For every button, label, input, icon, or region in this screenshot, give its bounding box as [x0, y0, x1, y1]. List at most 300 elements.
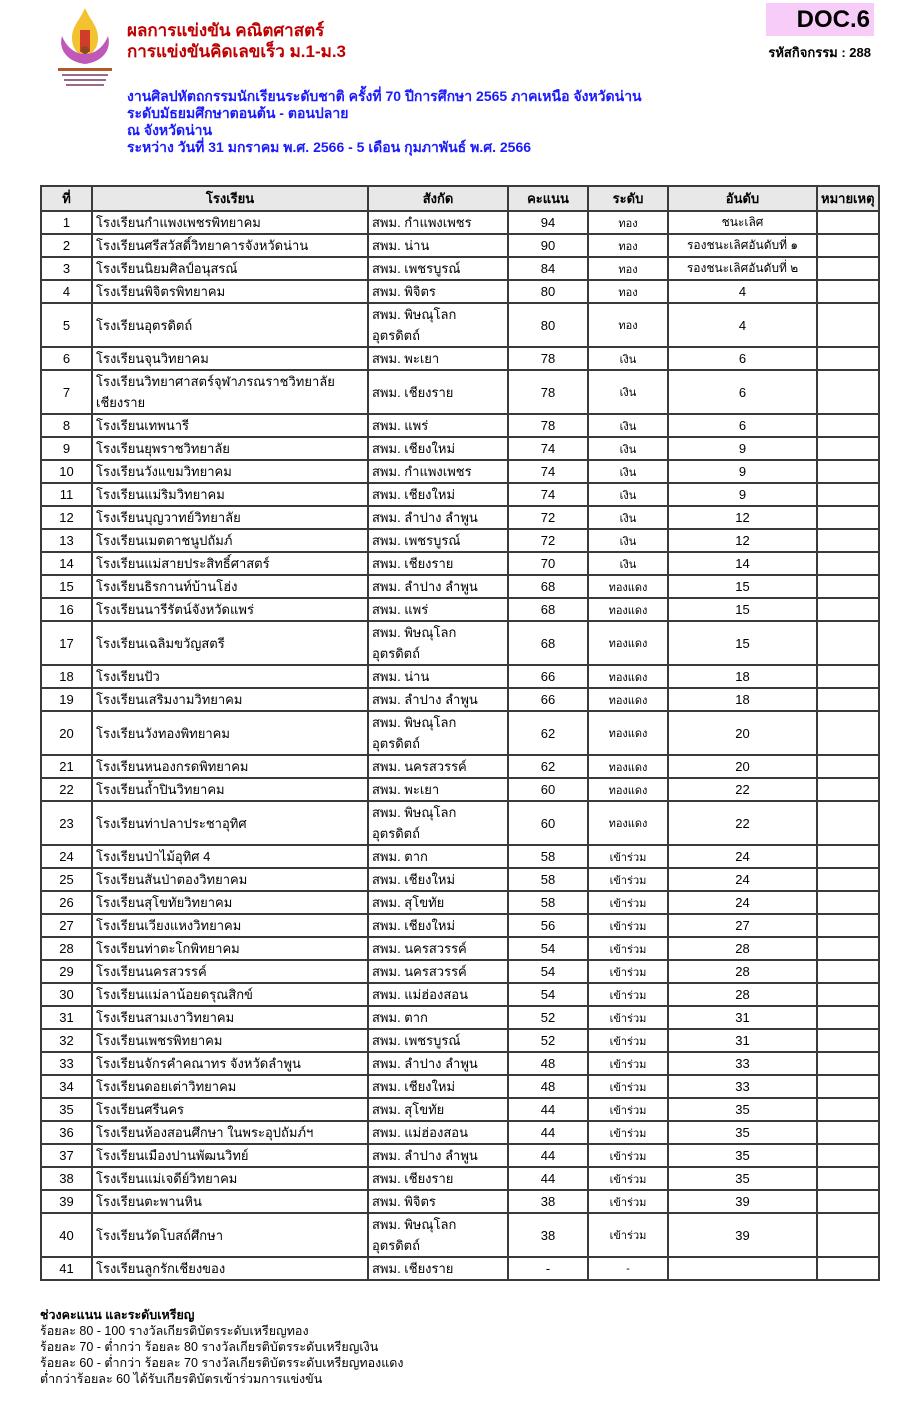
cell-school: โรงเรียนท่าตะโกพิทยาคม	[92, 937, 368, 960]
cell-rank: 22	[668, 778, 817, 801]
cell-score: 68	[508, 575, 588, 598]
table-row	[41, 347, 879, 370]
cell-level: ทอง	[588, 303, 668, 347]
cell-level: ทองแดง	[588, 755, 668, 778]
cell-no: 14	[41, 552, 92, 575]
table-row	[41, 234, 879, 257]
col-header-no: ที่	[41, 186, 92, 211]
cell-rank: 28	[668, 983, 817, 1006]
legend-heading: ช่วงคะแนน และระดับเหรียญ	[40, 1308, 195, 1322]
table-row	[41, 778, 879, 801]
cell-remark	[817, 460, 879, 483]
cell-rank: 6	[668, 414, 817, 437]
cell-rank: 4	[668, 280, 817, 303]
cell-school: โรงเรียนวัดโบสถ์ศึกษา	[92, 1213, 368, 1257]
cell-level: เข้าร่วม	[588, 1052, 668, 1075]
cell-score: -	[508, 1257, 588, 1280]
cell-affiliation: สพม. เชียงใหม่	[368, 914, 508, 937]
cell-no: 22	[41, 778, 92, 801]
legend-line: ต่ำกว่าร้อยละ 60 ได้รับเกียรติบัตรเข้าร่วมการแข่งขัน	[40, 1372, 323, 1386]
cell-score: 68	[508, 598, 588, 621]
cell-school: โรงเรียนเสริมงามวิทยาคม	[92, 688, 368, 711]
cell-school: โรงเรียนหนองกรดพิทยาคม	[92, 755, 368, 778]
cell-score: 72	[508, 529, 588, 552]
cell-score: 90	[508, 234, 588, 257]
activity-code: รหัสกิจกรรม : 288	[768, 45, 871, 60]
cell-affiliation: สพม. ลำปาง ลำพูน	[368, 506, 508, 529]
cell-affiliation: สพม. เชียงใหม่	[368, 868, 508, 891]
cell-score: 74	[508, 483, 588, 506]
cell-level: ทองแดง	[588, 665, 668, 688]
cell-school: โรงเรียนแม่เจดีย์วิทยาคม	[92, 1167, 368, 1190]
cell-score: 58	[508, 868, 588, 891]
cell-level: ทองแดง	[588, 688, 668, 711]
cell-affiliation: สพม. ตาก	[368, 1006, 508, 1029]
cell-remark	[817, 1075, 879, 1098]
cell-affiliation: สพม. แพร่	[368, 414, 508, 437]
cell-no: 18	[41, 665, 92, 688]
cell-score: 60	[508, 778, 588, 801]
cell-no: 16	[41, 598, 92, 621]
table-row	[41, 483, 879, 506]
cell-affiliation: สพม. สุโขทัย	[368, 1098, 508, 1121]
cell-affiliation: สพม. ลำปาง ลำพูน	[368, 1144, 508, 1167]
cell-rank: 33	[668, 1075, 817, 1098]
cell-score: 68	[508, 621, 588, 665]
cell-rank: 35	[668, 1098, 817, 1121]
legend-line: ร้อยละ 80 - 100 รางวัลเกียรติบัตรระดับเหรียญทอง	[40, 1324, 309, 1338]
event-line: งานศิลปหัตถกรรมนักเรียนระดับชาติ ครั้งที่ 70 ปีการศึกษา 2565 ภาคเหนือ จังหวัดน่าน	[127, 88, 642, 104]
cell-remark	[817, 1098, 879, 1121]
cell-no: 25	[41, 868, 92, 891]
cell-no: 31	[41, 1006, 92, 1029]
table-row	[41, 1006, 879, 1029]
cell-no: 11	[41, 483, 92, 506]
cell-remark	[817, 1144, 879, 1167]
cell-affiliation: สพม. เชียงราย	[368, 552, 508, 575]
cell-rank: 35	[668, 1144, 817, 1167]
cell-rank: 28	[668, 960, 817, 983]
cell-affiliation: สพม. เชียงราย	[368, 370, 508, 414]
cell-level: เข้าร่วม	[588, 960, 668, 983]
table-row	[41, 755, 879, 778]
cell-affiliation: สพม. เชียงใหม่	[368, 1075, 508, 1098]
cell-school: โรงเรียนแม่ริมวิทยาคม	[92, 483, 368, 506]
results-table	[40, 185, 880, 1281]
cell-rank: 35	[668, 1121, 817, 1144]
table-row	[41, 868, 879, 891]
cell-level: ทองแดง	[588, 598, 668, 621]
cell-level: เข้าร่วม	[588, 1167, 668, 1190]
cell-remark	[817, 868, 879, 891]
cell-affiliation: สพม. เพชรบูรณ์	[368, 1029, 508, 1052]
cell-no: 39	[41, 1190, 92, 1213]
cell-school: โรงเรียนยุพราชวิทยาลัย	[92, 437, 368, 460]
cell-school: โรงเรียนพิจิตรพิทยาคม	[92, 280, 368, 303]
table-row	[41, 1098, 879, 1121]
cell-score: 78	[508, 370, 588, 414]
medal-legend	[40, 1307, 403, 1387]
cell-affiliation: สพม. ลำปาง ลำพูน	[368, 575, 508, 598]
cell-score: 44	[508, 1167, 588, 1190]
cell-rank: 15	[668, 575, 817, 598]
cell-rank: 39	[668, 1190, 817, 1213]
cell-no: 9	[41, 437, 92, 460]
table-row	[41, 280, 879, 303]
cell-no: 1	[41, 211, 92, 234]
cell-score: 58	[508, 845, 588, 868]
cell-school: โรงเรียนนิยมศิลป์อนุสรณ์	[92, 257, 368, 280]
cell-school: โรงเรียนศรีนคร	[92, 1098, 368, 1121]
cell-remark	[817, 437, 879, 460]
col-header-affiliation: สังกัด	[368, 186, 508, 211]
cell-rank: 6	[668, 370, 817, 414]
cell-score: 70	[508, 552, 588, 575]
cell-school: โรงเรียนป่าไม้อุทิศ 4	[92, 845, 368, 868]
cell-no: 24	[41, 845, 92, 868]
cell-remark	[817, 347, 879, 370]
cell-affiliation: สพม. ตาก	[368, 845, 508, 868]
cell-level: เงิน	[588, 506, 668, 529]
cell-score: 62	[508, 755, 588, 778]
legend-line: ร้อยละ 60 - ต่ำกว่า ร้อยละ 70 รางวัลเกียรติบัตรระดับเหรียญทองแดง	[40, 1356, 404, 1370]
cell-affiliation: สพม. พิษณุโลก อุตรดิตถ์	[368, 711, 508, 755]
cell-no: 10	[41, 460, 92, 483]
cell-rank: 31	[668, 1029, 817, 1052]
cell-score: 56	[508, 914, 588, 937]
cell-remark	[817, 1257, 879, 1280]
cell-affiliation: สพม. เพชรบูรณ์	[368, 257, 508, 280]
cell-rank: 28	[668, 937, 817, 960]
cell-rank: ชนะเลิศ	[668, 211, 817, 234]
cell-rank	[668, 1257, 817, 1280]
cell-affiliation: สพม. นครสวรรค์	[368, 960, 508, 983]
cell-rank: 20	[668, 711, 817, 755]
cell-remark	[817, 598, 879, 621]
cell-score: 44	[508, 1098, 588, 1121]
cell-level: เงิน	[588, 460, 668, 483]
cell-affiliation: สพม. สุโขทัย	[368, 891, 508, 914]
cell-affiliation: สพม. เชียงราย	[368, 1257, 508, 1280]
cell-score: 38	[508, 1190, 588, 1213]
cell-no: 6	[41, 347, 92, 370]
cell-school: โรงเรียนวิทยาศาสตร์จุฬาภรณราชวิทยาลัย เชียงราย	[92, 370, 368, 414]
cell-rank: 9	[668, 437, 817, 460]
cell-no: 30	[41, 983, 92, 1006]
cell-remark	[817, 280, 879, 303]
cell-affiliation: สพม. เพชรบูรณ์	[368, 529, 508, 552]
cell-school: โรงเรียนวังแขมวิทยาคม	[92, 460, 368, 483]
col-header-level: ระดับ	[588, 186, 668, 211]
cell-rank: 15	[668, 621, 817, 665]
cell-level: เงิน	[588, 483, 668, 506]
table-row	[41, 891, 879, 914]
cell-remark	[817, 621, 879, 665]
cell-score: 78	[508, 414, 588, 437]
cell-affiliation: สพม. ลำปาง ลำพูน	[368, 1052, 508, 1075]
cell-no: 12	[41, 506, 92, 529]
cell-school: โรงเรียนนครสวรรค์	[92, 960, 368, 983]
cell-affiliation: สพม. ลำปาง ลำพูน	[368, 688, 508, 711]
cell-remark	[817, 1029, 879, 1052]
cell-score: 58	[508, 891, 588, 914]
cell-affiliation: สพม. พิษณุโลก อุตรดิตถ์	[368, 1213, 508, 1257]
cell-score: 62	[508, 711, 588, 755]
cell-school: โรงเรียนเมืองปานพัฒนวิทย์	[92, 1144, 368, 1167]
cell-rank: 12	[668, 529, 817, 552]
cell-rank: 9	[668, 483, 817, 506]
cell-affiliation: สพม. นครสวรรค์	[368, 937, 508, 960]
cell-rank: รองชนะเลิศอันดับที่ ๑	[668, 234, 817, 257]
cell-no: 15	[41, 575, 92, 598]
cell-remark	[817, 211, 879, 234]
cell-remark	[817, 665, 879, 688]
cell-school: โรงเรียนศรีสวัสดิ์วิทยาคารจังหวัดน่าน	[92, 234, 368, 257]
cell-level: เข้าร่วม	[588, 1213, 668, 1257]
cell-level: เงิน	[588, 529, 668, 552]
cell-school: โรงเรียนสุโขทัยวิทยาคม	[92, 891, 368, 914]
table-header-row	[41, 186, 879, 211]
cell-rank: 33	[668, 1052, 817, 1075]
cell-level: เข้าร่วม	[588, 1144, 668, 1167]
page-title	[127, 20, 346, 62]
cell-level: ทองแดง	[588, 801, 668, 845]
cell-level: เข้าร่วม	[588, 1121, 668, 1144]
col-header-school: โรงเรียน	[92, 186, 368, 211]
table-row	[41, 575, 879, 598]
cell-affiliation: สพม. นครสวรรค์	[368, 755, 508, 778]
cell-school: โรงเรียนแม่ลาน้อยดรุณสิกข์	[92, 983, 368, 1006]
cell-no: 17	[41, 621, 92, 665]
cell-score: 48	[508, 1052, 588, 1075]
col-header-remark: หมายเหตุ	[817, 186, 879, 211]
table-row	[41, 1144, 879, 1167]
cell-remark	[817, 778, 879, 801]
cell-no: 5	[41, 303, 92, 347]
cell-school: โรงเรียนกำแพงเพชรพิทยาคม	[92, 211, 368, 234]
cell-level: ทอง	[588, 211, 668, 234]
cell-affiliation: สพม. กำแพงเพชร	[368, 211, 508, 234]
cell-affiliation: สพม. แพร่	[368, 598, 508, 621]
cell-affiliation: สพม. พิจิตร	[368, 1190, 508, 1213]
cell-no: 27	[41, 914, 92, 937]
cell-no: 36	[41, 1121, 92, 1144]
cell-level: เข้าร่วม	[588, 983, 668, 1006]
crest-logo-icon	[52, 6, 118, 92]
cell-score: 80	[508, 303, 588, 347]
cell-score: 94	[508, 211, 588, 234]
table-row	[41, 711, 879, 755]
table-row	[41, 1029, 879, 1052]
cell-rank: 24	[668, 891, 817, 914]
cell-affiliation: สพม. เชียงใหม่	[368, 483, 508, 506]
cell-rank: 24	[668, 845, 817, 868]
table-row	[41, 688, 879, 711]
cell-score: 78	[508, 347, 588, 370]
cell-rank: 14	[668, 552, 817, 575]
table-row	[41, 937, 879, 960]
cell-remark	[817, 303, 879, 347]
cell-rank: รองชนะเลิศอันดับที่ ๒	[668, 257, 817, 280]
cell-no: 21	[41, 755, 92, 778]
cell-score: 54	[508, 983, 588, 1006]
table-row	[41, 414, 879, 437]
table-row	[41, 529, 879, 552]
cell-level: เงิน	[588, 370, 668, 414]
cell-no: 40	[41, 1213, 92, 1257]
legend-line: ร้อยละ 70 - ต่ำกว่า ร้อยละ 80 รางวัลเกียรติบัตรระดับเหรียญเงิน	[40, 1340, 379, 1354]
cell-score: 38	[508, 1213, 588, 1257]
cell-rank: 6	[668, 347, 817, 370]
cell-affiliation: สพม. แม่ฮ่องสอน	[368, 983, 508, 1006]
cell-level: เข้าร่วม	[588, 868, 668, 891]
cell-affiliation: สพม. พิจิตร	[368, 280, 508, 303]
cell-remark	[817, 755, 879, 778]
cell-score: 48	[508, 1075, 588, 1098]
event-line: ระดับมัธยมศึกษาตอนต้น - ตอนปลาย	[127, 105, 349, 121]
cell-school: โรงเรียนปัว	[92, 665, 368, 688]
cell-remark	[817, 506, 879, 529]
table-row	[41, 598, 879, 621]
cell-affiliation: สพม. แม่ฮ่องสอน	[368, 1121, 508, 1144]
table-row	[41, 211, 879, 234]
cell-level: ทอง	[588, 280, 668, 303]
title-line-2: การแข่งขันคิดเลขเร็ว ม.1-ม.3	[127, 42, 346, 61]
table-row	[41, 437, 879, 460]
cell-school: โรงเรียนสันป่าตองวิทยาคม	[92, 868, 368, 891]
cell-level: ทองแดง	[588, 575, 668, 598]
table-row	[41, 1121, 879, 1144]
table-row	[41, 1257, 879, 1280]
cell-school: โรงเรียนตะพานหิน	[92, 1190, 368, 1213]
cell-affiliation: สพม. พิษณุโลก อุตรดิตถ์	[368, 801, 508, 845]
table-row	[41, 1213, 879, 1257]
cell-school: โรงเรียนท่าปลาประชาอุทิศ	[92, 801, 368, 845]
cell-score: 44	[508, 1121, 588, 1144]
cell-score: 60	[508, 801, 588, 845]
cell-remark	[817, 937, 879, 960]
table-row	[41, 460, 879, 483]
title-line-1: ผลการแข่งขัน คณิตศาสตร์	[127, 21, 325, 40]
cell-school: โรงเรียนอุตรดิตถ์	[92, 303, 368, 347]
cell-remark	[817, 529, 879, 552]
cell-school: โรงเรียนดอยเต่าวิทยาคม	[92, 1075, 368, 1098]
cell-school: โรงเรียนบุญวาทย์วิทยาลัย	[92, 506, 368, 529]
table-row	[41, 303, 879, 347]
cell-no: 2	[41, 234, 92, 257]
cell-score: 80	[508, 280, 588, 303]
cell-remark	[817, 575, 879, 598]
cell-level: เงิน	[588, 437, 668, 460]
table-row	[41, 983, 879, 1006]
cell-remark	[817, 414, 879, 437]
cell-remark	[817, 1167, 879, 1190]
cell-no: 8	[41, 414, 92, 437]
table-row	[41, 845, 879, 868]
cell-remark	[817, 1052, 879, 1075]
cell-level: เข้าร่วม	[588, 891, 668, 914]
event-line: ระหว่าง วันที่ 31 มกราคม พ.ศ. 2566 - 5 เดือน กุมภาพันธ์ พ.ศ. 2566	[127, 139, 532, 155]
cell-rank: 27	[668, 914, 817, 937]
cell-remark	[817, 688, 879, 711]
cell-level: ทองแดง	[588, 621, 668, 665]
cell-affiliation: สพม. พิษณุโลก อุตรดิตถ์	[368, 621, 508, 665]
cell-affiliation: สพม. กำแพงเพชร	[368, 460, 508, 483]
cell-rank: 9	[668, 460, 817, 483]
cell-no: 41	[41, 1257, 92, 1280]
doc-code-badge: DOC.6	[766, 3, 874, 36]
event-line: ณ จังหวัดน่าน	[127, 122, 213, 138]
table-row	[41, 801, 879, 845]
cell-score: 52	[508, 1006, 588, 1029]
cell-level: เข้าร่วม	[588, 845, 668, 868]
cell-rank: 20	[668, 755, 817, 778]
cell-level: เข้าร่วม	[588, 1190, 668, 1213]
cell-no: 7	[41, 370, 92, 414]
cell-remark	[817, 370, 879, 414]
cell-school: โรงเรียนสามเงาวิทยาคม	[92, 1006, 368, 1029]
cell-rank: 12	[668, 506, 817, 529]
cell-no: 20	[41, 711, 92, 755]
cell-score: 54	[508, 937, 588, 960]
cell-remark	[817, 891, 879, 914]
cell-school: โรงเรียนวังทองพิทยาคม	[92, 711, 368, 755]
cell-rank: 24	[668, 868, 817, 891]
table-row	[41, 1167, 879, 1190]
cell-no: 38	[41, 1167, 92, 1190]
cell-level: ทอง	[588, 257, 668, 280]
cell-no: 29	[41, 960, 92, 983]
cell-no: 32	[41, 1029, 92, 1052]
cell-school: โรงเรียนจักรคำคณาทร จังหวัดลำพูน	[92, 1052, 368, 1075]
cell-school: โรงเรียนเทพนารี	[92, 414, 368, 437]
cell-score: 66	[508, 665, 588, 688]
cell-remark	[817, 1006, 879, 1029]
cell-remark	[817, 552, 879, 575]
table-row	[41, 1075, 879, 1098]
cell-level: ทองแดง	[588, 711, 668, 755]
table-row	[41, 257, 879, 280]
cell-level: เข้าร่วม	[588, 937, 668, 960]
cell-school: โรงเรียนเวียงแหงวิทยาคม	[92, 914, 368, 937]
cell-remark	[817, 983, 879, 1006]
cell-remark	[817, 960, 879, 983]
cell-level: เงิน	[588, 414, 668, 437]
table-row	[41, 1190, 879, 1213]
cell-no: 26	[41, 891, 92, 914]
table-row	[41, 506, 879, 529]
cell-level: เงิน	[588, 552, 668, 575]
cell-school: โรงเรียนเพชรพิทยาคม	[92, 1029, 368, 1052]
cell-rank: 18	[668, 665, 817, 688]
cell-school: โรงเรียนจุนวิทยาคม	[92, 347, 368, 370]
cell-score: 66	[508, 688, 588, 711]
event-info	[127, 88, 642, 156]
cell-level: เข้าร่วม	[588, 1098, 668, 1121]
cell-level: เข้าร่วม	[588, 1029, 668, 1052]
cell-remark	[817, 914, 879, 937]
cell-rank: 4	[668, 303, 817, 347]
cell-remark	[817, 1213, 879, 1257]
cell-no: 4	[41, 280, 92, 303]
cell-school: โรงเรียนนารีรัตน์จังหวัดแพร่	[92, 598, 368, 621]
col-header-score: คะแนน	[508, 186, 588, 211]
cell-school: โรงเรียนลูกรักเชียงของ	[92, 1257, 368, 1280]
table-row	[41, 552, 879, 575]
cell-remark	[817, 234, 879, 257]
cell-remark	[817, 711, 879, 755]
cell-level: ทอง	[588, 234, 668, 257]
